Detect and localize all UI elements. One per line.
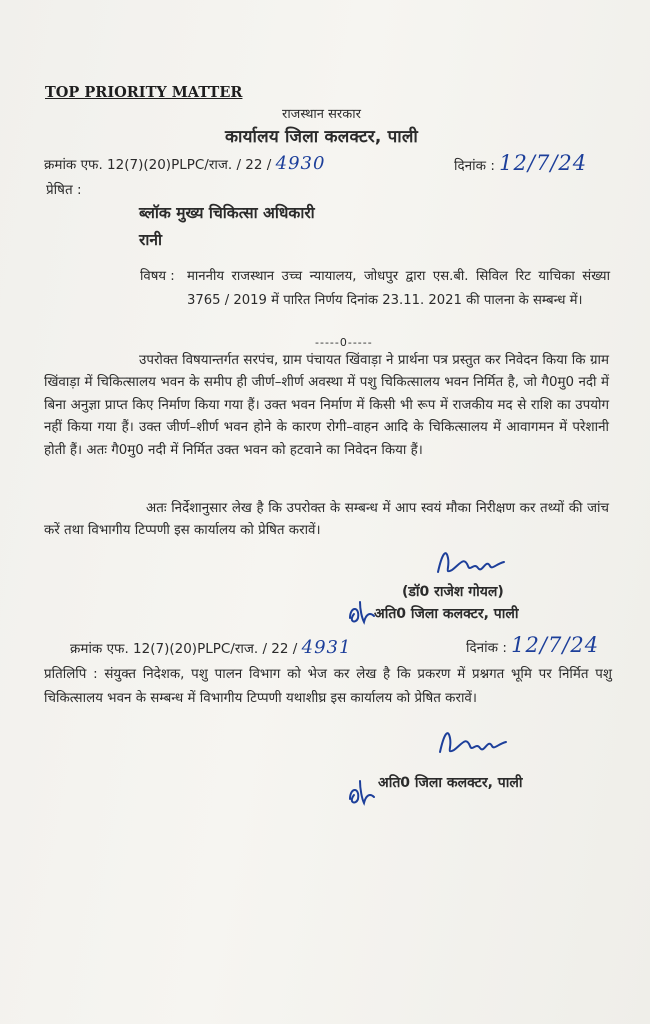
reference-number: 4930 (275, 153, 326, 174)
signatory-name: (डॉ0 राजेश गोयल) (402, 584, 504, 600)
sent-to-label: प्रेषित : (46, 182, 82, 198)
divider: -----0----- (315, 336, 373, 349)
reference-line-2 (70, 637, 351, 658)
signatory-designation-2: अति0 जिला कलक्टर, पाली (378, 775, 523, 791)
subject-block (140, 265, 610, 313)
reference-prefix: क्रमांक एफ. 12(7)(20)PLPC/राज. / 22 / (44, 157, 272, 173)
copy-paragraph: प्रतिलिपि : संयुक्त निदेशक, पशु पालन विभाग को भेज कर लेख है कि प्रकरण में प्रश्नगत भूमि पर निर्मित पशु चिकित्सालय भवन के सम्बन्ध में विभागीय टिप्पणी यथाशीघ्र इस कार्यालय को प्रेषित करावें। (44, 667, 612, 706)
subject-text: माननीय राजस्थान उच्च न्यायालय, जोधपुर द्वारा एस.बी. सिविल रिट याचिका संख्या 3765 / 2019 में पारित निर्णय दिनांक 23.11. 2021 की पालना के सम्बन्ध में। (187, 269, 610, 308)
body-paragraph-2 (44, 498, 609, 543)
body-paragraph-1 (44, 350, 609, 462)
addressee-place: रानी (139, 231, 162, 249)
addressee-designation: ब्लॉक मुख्य चिकित्सा अधिकारी (139, 204, 315, 222)
priority-heading: TOP PRIORITY MATTER (45, 84, 243, 101)
signatory-designation: अति0 जिला कलक्टर, पाली (374, 606, 519, 622)
subject-label: विषय : (140, 269, 175, 284)
body-paragraph-2-text: अतः निर्देशानुसार लेख है कि उपरोक्त के सम्बन्ध में आप स्वयं मौका निरीक्षण कर तथ्यों की जांच करें तथा विभागीय टिप्पणी इस कार्यालय को प्रेषित करावें। (44, 501, 609, 539)
reference-prefix-2: क्रमांक एफ. 12(7)(20)PLPC/राज. / 22 / (70, 641, 298, 657)
office-name: कार्यालय जिला कलक्टर, पाली (225, 127, 419, 147)
date-label: दिनांक : (454, 158, 495, 174)
government-name: राजस्थान सरकार (282, 107, 361, 122)
date-value-2: 12/7/24 (511, 633, 600, 657)
reference-number-2: 4931 (301, 637, 352, 658)
body-paragraph-1-text: उपरोक्त विषयान्तर्गत सरपंच, ग्राम पंचायत खिंवाड़ा ने प्रार्थना पत्र प्रस्तुत कर निवेदन किया कि ग्राम खिंवाड़ा में चिकित्सालय भवन के समीप ही जीर्ण–शीर्ण अवस्था में पशु चिकित्सालय भवन निर्मित है, जो गै0मु0 नदी में बिना अनुज्ञा प्राप्त किए निर्माण किया गया हैं। उक्त भवन निर्माण में किसी भी रूप में राजकीय मद से राशि का उपयोग नहीं किया गया हैं। उक्त जीर्ण–शीर्ण भवन होने के कारण रोगी–वाहन आदि के चिकित्सालय में आवागमन में परेशानी होती हैं। अतः गै0मु0 नदी में निर्मित उक्त भवन को हटवाने का निवेदन किया हैं। (44, 353, 609, 458)
date-label-2: दिनांक : (466, 640, 507, 656)
date-line-2 (466, 633, 599, 657)
initials-scribble (344, 596, 378, 626)
date-value: 12/7/24 (499, 151, 588, 175)
signature-scribble (430, 544, 510, 580)
initials-scribble-2 (344, 775, 378, 807)
reference-line (44, 153, 325, 174)
signature-scribble-2 (432, 724, 512, 760)
date-line (454, 151, 587, 175)
